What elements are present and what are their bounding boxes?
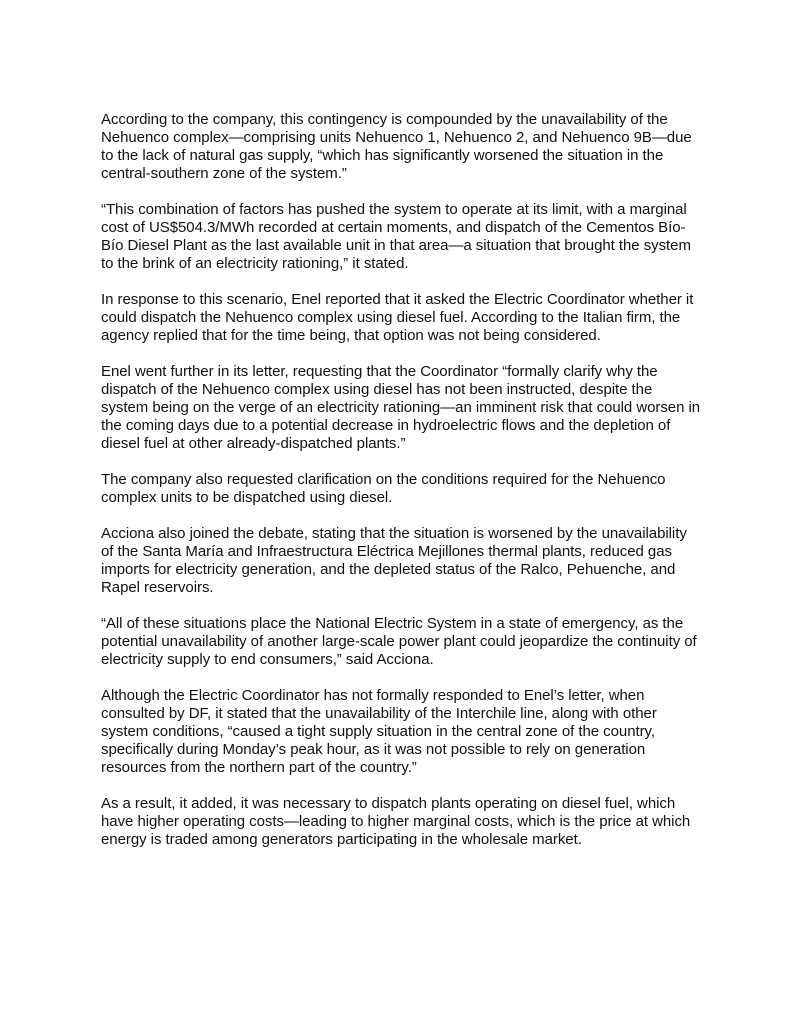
paragraph-2: “This combination of factors has pushed the system to operate at its limit, with a marginal cost of US$504.3/MWh recorded at certain moments, and dispatch of the Cementos Bío-Bío Diesel Plant as the last available unit in that area—a situation that brought the system to the brink of an electricity rationing,” it stated. [101,201,691,272]
paragraph-3: In response to this scenario, Enel reported that it asked the Electric Coordinator whether it could dispatch the Nehuenco complex using diesel fuel. According to the Italian firm, the agency replied that for the time being, that option was not being considered. [101,291,694,344]
paragraph-1: According to the company, this contingency is compounded by the unavailability of the Nehuenco complex—comprising units Nehuenco 1, Nehuenco 2, and Nehuenco 9B—due to the lack of natural gas supply, “which has significantly worsened the situation in the central-southern zone of the system.” [101,111,692,182]
article-body [101,111,703,867]
paragraph-7: “All of these situations place the National Electric System in a state of emergency, as the potential unavailability of another large-scale power plant could jeopardize the continuity of electricity supply to end consumers,” said Acciona. [101,615,697,668]
paragraph-9: As a result, it added, it was necessary to dispatch plants operating on diesel fuel, which have higher operating costs—leading to higher marginal costs, which is the price at which energy is traded among generators participating in the wholesale market. [101,795,691,848]
paragraph-8: Although the Electric Coordinator has not formally responded to Enel’s letter, when consulted by DF, it stated that the unavailability of the Interchile line, along with other system conditions, “caused a tight supply situation in the central zone of the country, specifically during Monday’s peak hour, as it was not possible to rely on generation resources from the northern part of the country.” [101,687,657,776]
paragraph-5: The company also requested clarification on the conditions required for the Nehuenco complex units to be dispatched using diesel. [101,471,666,506]
paragraph-6: Acciona also joined the debate, stating that the situation is worsened by the unavailability of the Santa María and Infraestructura Eléctrica Mejillones thermal plants, reduced gas imports for electricity generation, and the depleted status of the Ralco, Pehuenche, and Rapel reservoirs. [101,525,687,596]
paragraph-4: Enel went further in its letter, requesting that the Coordinator “formally clarify why the dispatch of the Nehuenco complex using diesel has not been instructed, despite the system being on the verge of an electricity rationing—an imminent risk that could worsen in the coming days due to a potential decrease in hydroelectric flows and the depletion of diesel fuel at other already-dispatched plants.” [101,363,701,452]
